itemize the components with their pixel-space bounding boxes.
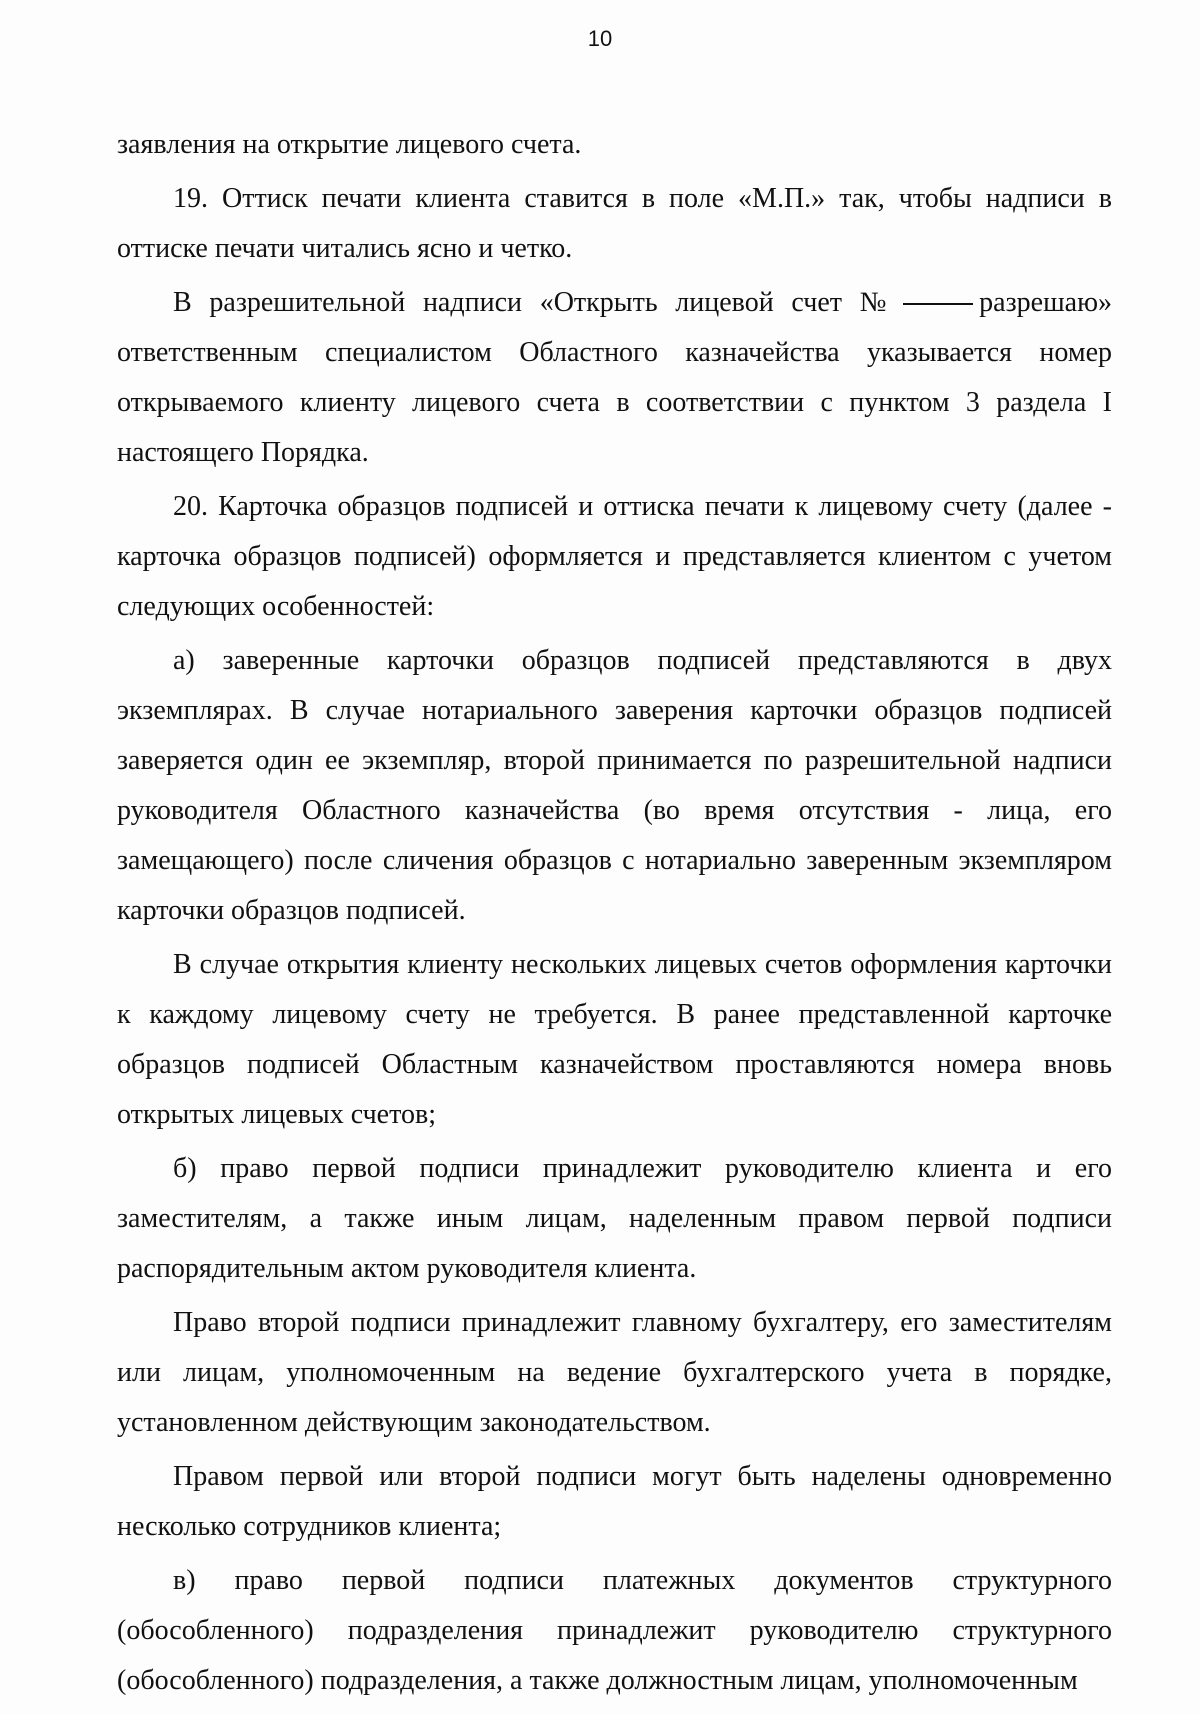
paragraph-signature-rights: Правом первой или второй подписи могут быть наделены одновременно несколько сотрудников клиента; [117, 1461, 1112, 1542]
paragraph-item-19: 19. Оттиск печати клиента ставится в поле «М.П.» так, чтобы надписи в оттиске печати читались ясно и четко. [117, 183, 1112, 264]
document-body [117, 120, 1112, 1706]
paragraph-multiple-accounts: В случае открытия клиенту нескольких лицевых счетов оформления карточки к каждому лицевому счету не требуется. В ранее представленной карточке образцов подписей Областным казначейством проставляются номера вновь открытых лицевых счетов; [117, 949, 1112, 1130]
paragraph-item-20: 20. Карточка образцов подписей и оттиска печати к лицевому счету (далее - карточка образцов подписей) оформляется и представляется клиентом с учетом следующих особенностей: [117, 491, 1112, 622]
paragraph-permission-inscription [117, 278, 1112, 478]
permission-text-before: В разрешительной надписи «Открыть лицевой счет № [173, 287, 898, 318]
paragraph-continuation: заявления на открытие лицевого счета. [117, 129, 582, 160]
paragraph-subitem-a: а) заверенные карточки образцов подписей представляются в двух экземплярах. В случае нотариального заверения карточки образцов подписей заверяется один ее экземпляр, второй принимается по разрешительной надписи руководителя Областного казначейства (во время отсутствия - лица, его замещающего) после сличения образцов с нотариально заверенным экземпляром карточки образцов подписей. [117, 645, 1112, 926]
paragraph-subitem-v: в) право первой подписи платежных документов структурного (обособленного) подразделения принадлежит руководителю структурного (обособленного) подразделения, а также должностным лицам, уполномоченным [117, 1565, 1112, 1696]
page-number: 10 [587, 26, 613, 51]
paragraph-second-signature: Право второй подписи принадлежит главному бухгалтеру, его заместителям или лицам, уполномоченным на ведение бухгалтерского учета в порядке, установленном действующим законодательством. [117, 1307, 1112, 1438]
account-number-blank [903, 303, 973, 305]
permission-text-after: разрешаю» ответственным специалистом Областного казначейства указывается номер открываемого клиенту лицевого счета в соответствии с пунктом 3 раздела I настоящего Порядка. [117, 287, 1112, 468]
paragraph-subitem-b: б) право первой подписи принадлежит руководителю клиента и его заместителям, а также иным лицам, наделенным правом первой подписи распорядительным актом руководителя клиента. [117, 1153, 1112, 1284]
